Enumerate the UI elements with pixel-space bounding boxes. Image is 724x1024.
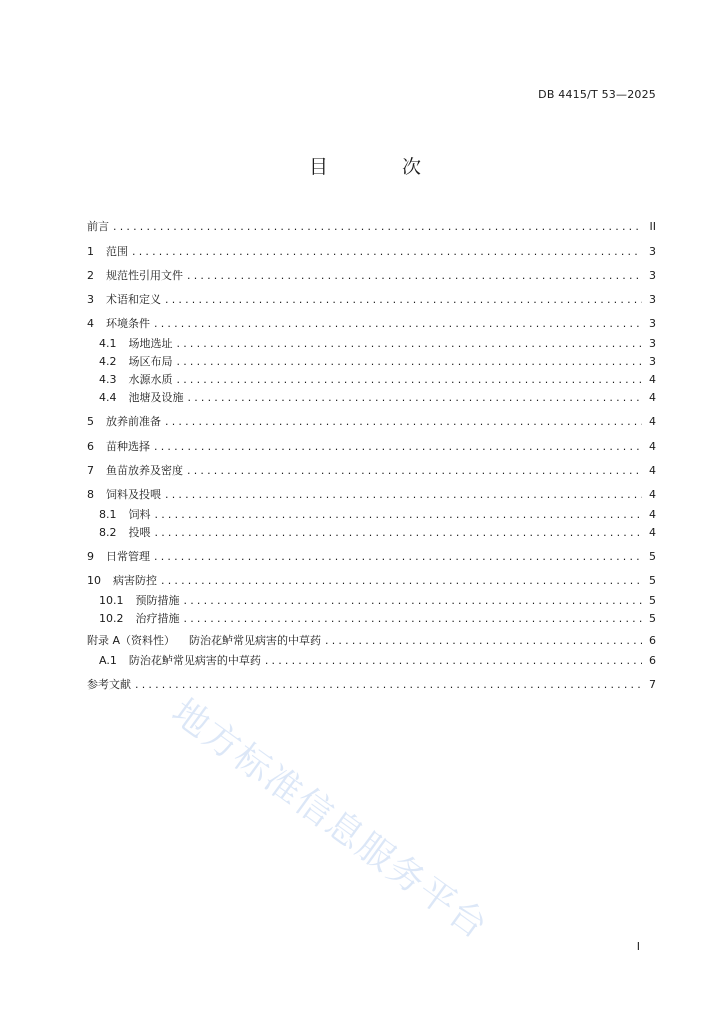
toc-entry-number: 4.2 — [99, 355, 117, 368]
toc-leader-dots — [184, 593, 643, 609]
toc-entry-number: 附录 A（资料性） — [87, 634, 176, 647]
toc-entry-feed[interactable] — [87, 487, 656, 503]
toc-entry-number: 5 — [87, 415, 94, 428]
toc-entry-feeding[interactable] — [99, 525, 656, 541]
toc-entry-water-quality[interactable] — [99, 372, 656, 388]
toc-leader-dots — [113, 219, 642, 235]
toc-entry-scope[interactable] — [87, 244, 656, 260]
toc-entry-page: 3 — [649, 245, 656, 258]
toc-leader-dots — [165, 292, 642, 308]
toc-entry-appendix-a1[interactable] — [99, 653, 656, 669]
toc-entry-label: 苗种选择 — [106, 440, 150, 453]
toc-entry-label: 治疗措施 — [135, 612, 180, 625]
toc-leader-dots — [187, 463, 642, 479]
toc-entry-number: 3 — [87, 293, 94, 306]
toc-entry-page: 4 — [649, 415, 656, 428]
toc-leader-dots — [165, 487, 642, 503]
toc-entry-label: 术语和定义 — [106, 293, 161, 306]
document-code: DB 4415/T 53—2025 — [538, 88, 656, 101]
toc-entry-label: 饲料及投喂 — [106, 488, 161, 501]
toc-entry-terms[interactable] — [87, 292, 656, 308]
toc-entry-label: 参考文献 — [87, 678, 131, 691]
toc-entry-number: 8 — [87, 488, 94, 501]
toc-entry-page: 4 — [649, 440, 656, 453]
toc-entry-label: 水源水质 — [128, 373, 173, 386]
toc-entry-number: 4.4 — [99, 391, 117, 404]
toc-entry-page: 6 — [649, 654, 656, 667]
toc-entry-label: 放养前准备 — [106, 415, 161, 428]
toc-entry-label: 日常管理 — [106, 550, 150, 563]
toc-entry-page: 3 — [649, 293, 656, 306]
toc-entry-number: 10.2 — [99, 612, 124, 625]
toc-entry-number: 4.1 — [99, 337, 117, 350]
toc-entry-label: 前言 — [87, 220, 109, 233]
toc-entry-number: 4 — [87, 317, 94, 330]
toc-title: 目 次 — [308, 156, 456, 178]
toc-entry-page: 5 — [649, 612, 656, 625]
toc-entry-page: 5 — [649, 594, 656, 607]
toc-entry-daily-management[interactable] — [87, 549, 656, 565]
toc-leader-dots — [165, 414, 642, 430]
toc-entry-site-selection[interactable] — [99, 336, 656, 352]
toc-entry-number: 6 — [87, 440, 94, 453]
toc-leader-dots — [132, 244, 642, 260]
toc-entry-prevention[interactable] — [99, 593, 656, 609]
toc-entry-layout[interactable] — [99, 354, 656, 370]
toc-entry-page: 5 — [649, 550, 656, 563]
toc-entry-label: 预防措施 — [135, 594, 180, 607]
toc-entry-number: 4.3 — [99, 373, 117, 386]
toc-entry-page: 5 — [649, 574, 656, 587]
toc-leader-dots — [265, 653, 642, 669]
toc-entry-appendix-a[interactable] — [87, 633, 656, 649]
toc-entry-disease-control[interactable] — [87, 573, 656, 589]
toc-entry-number: 8.1 — [99, 508, 117, 521]
toc-entry-page: 4 — [649, 488, 656, 501]
toc-entry-number: A.1 — [99, 654, 117, 667]
toc-leader-dots — [177, 354, 643, 370]
toc-entry-label: 防治花鲈常见病害的中草药 — [128, 654, 261, 667]
toc-entry-page: 6 — [649, 634, 656, 647]
toc-entry-number: 10 — [87, 574, 101, 587]
toc-leader-dots — [155, 507, 643, 523]
toc-entry-page: 7 — [649, 678, 656, 691]
toc-entry-bibliography[interactable] — [87, 677, 656, 693]
toc-entry-feed-material[interactable] — [99, 507, 656, 523]
toc-leader-dots — [325, 633, 642, 649]
toc-entry-treatment[interactable] — [99, 611, 656, 627]
toc-leader-dots — [187, 268, 642, 284]
toc-entry-label: 鱼苗放养及密度 — [106, 464, 183, 477]
toc-entry-label: 规范性引用文件 — [106, 269, 183, 282]
toc-leader-dots — [154, 549, 642, 565]
toc-entry-page: 3 — [649, 317, 656, 330]
toc-entry-page: 3 — [649, 269, 656, 282]
toc-entry-page: 4 — [649, 373, 656, 386]
toc-leader-dots — [154, 316, 642, 332]
toc-entry-environment[interactable] — [87, 316, 656, 332]
toc-entry-page: 4 — [649, 526, 656, 539]
toc-entry-label: 防治花鲈常见病害的中草药 — [189, 634, 322, 647]
toc-leader-dots — [135, 677, 642, 693]
toc-leader-dots — [188, 390, 643, 406]
toc-entry-seed-selection[interactable] — [87, 439, 656, 455]
toc-entry-normative-references[interactable] — [87, 268, 656, 284]
toc-entry-label: 环境条件 — [106, 317, 150, 330]
toc-entry-number: 8.2 — [99, 526, 117, 539]
toc-entry-label: 池塘及设施 — [128, 391, 184, 404]
toc-entry-page: II — [649, 220, 656, 233]
toc-entry-number: 2 — [87, 269, 94, 282]
toc-entry-label: 投喂 — [128, 526, 151, 539]
toc-entry-page: 4 — [649, 391, 656, 404]
toc-entry-number: 1 — [87, 245, 94, 258]
toc-leader-dots — [184, 611, 643, 627]
page-number: I — [636, 940, 640, 953]
watermark: 地方标准信息服务平台 — [164, 691, 496, 948]
toc-entry-page: 4 — [649, 464, 656, 477]
toc-entry-foreword[interactable] — [87, 219, 656, 235]
toc-entry-number: 10.1 — [99, 594, 124, 607]
toc-entry-page: 4 — [649, 508, 656, 521]
toc-entry-stocking[interactable] — [87, 463, 656, 479]
toc-entry-number: 9 — [87, 550, 94, 563]
toc-entry-label: 病害防控 — [113, 574, 157, 587]
toc-entry-number: 7 — [87, 464, 94, 477]
toc-leader-dots — [154, 439, 642, 455]
toc-entry-label: 场区布局 — [128, 355, 173, 368]
toc-entry-page: 3 — [649, 337, 656, 350]
toc-entry-page: 3 — [649, 355, 656, 368]
toc-leader-dots — [161, 573, 642, 589]
toc-entry-label: 范围 — [106, 245, 128, 258]
toc-leader-dots — [155, 525, 643, 541]
toc-entry-preparation[interactable] — [87, 414, 656, 430]
toc-leader-dots — [177, 372, 643, 388]
toc-entry-label: 场地选址 — [128, 337, 173, 350]
toc-entry-label: 饲料 — [128, 508, 151, 521]
toc-leader-dots — [177, 336, 643, 352]
toc-entry-ponds[interactable] — [99, 390, 656, 406]
